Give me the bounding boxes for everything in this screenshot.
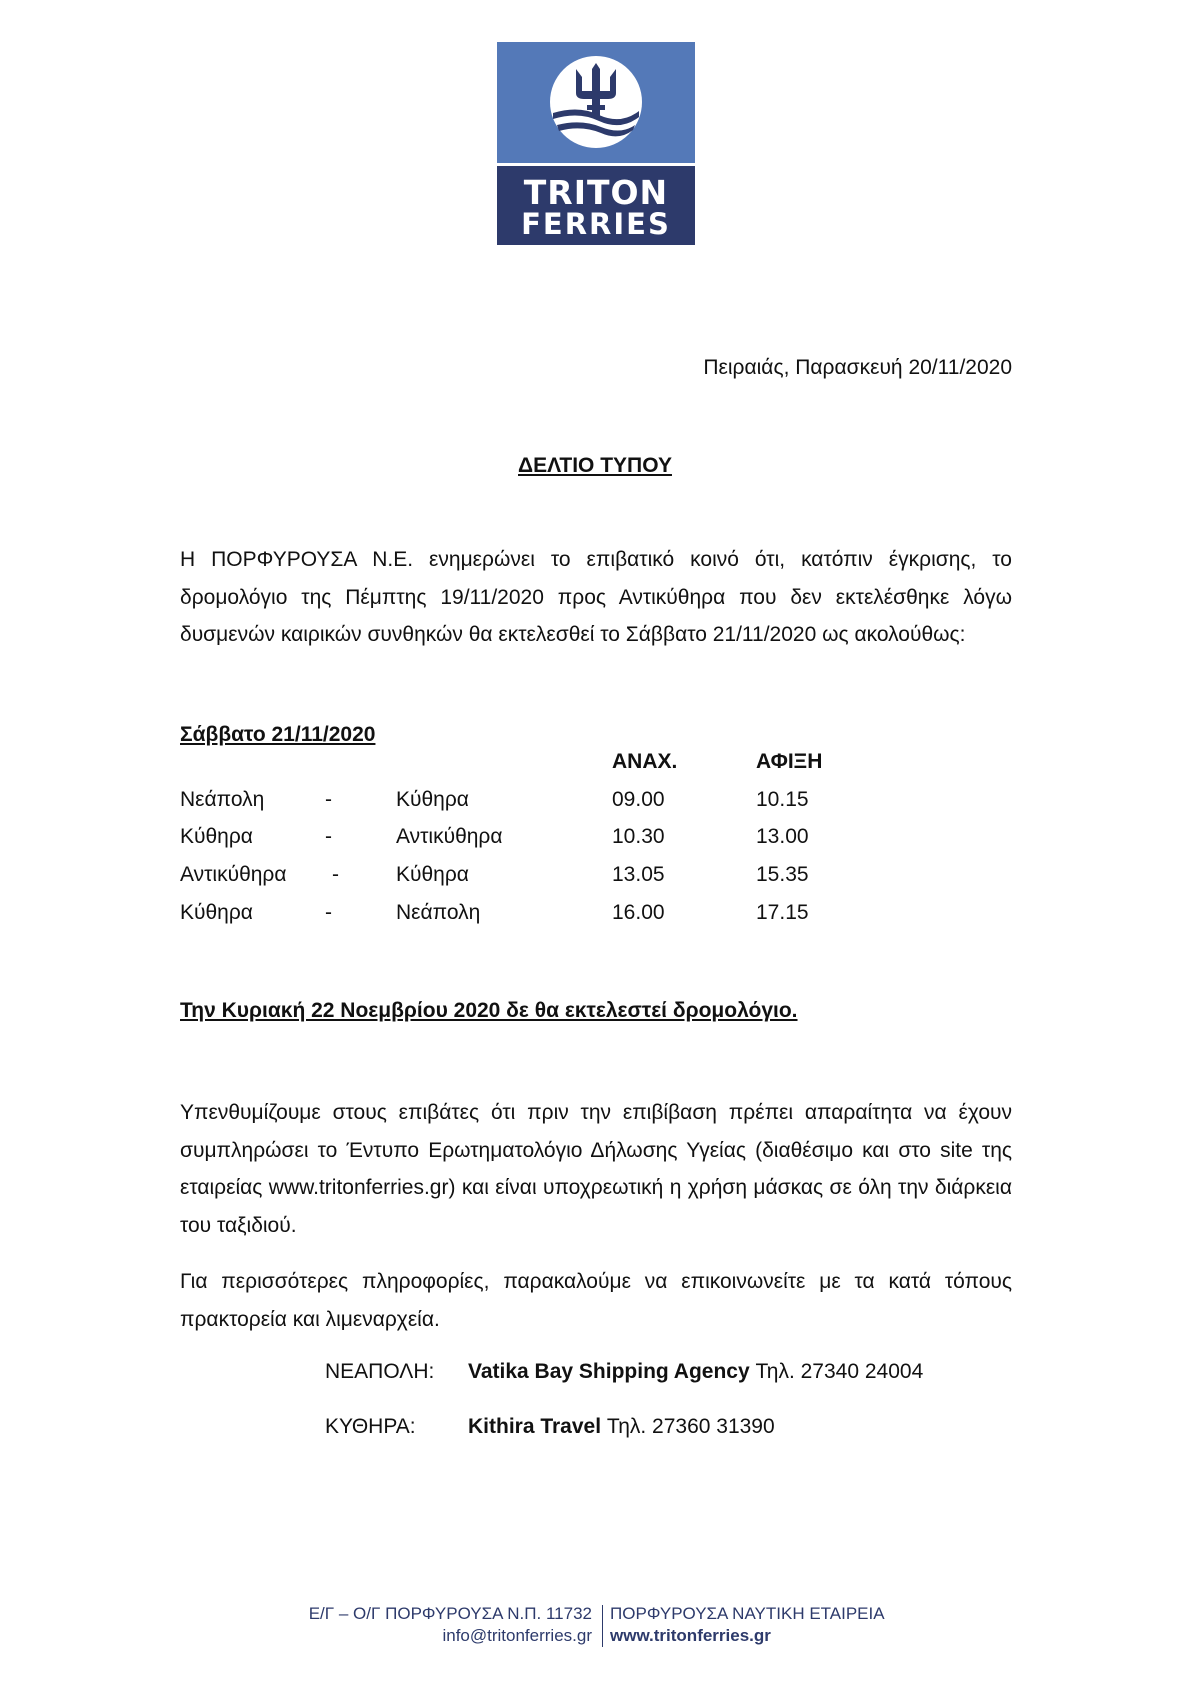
schedule-row xyxy=(0,863,1190,887)
route-to: Νεάπολη xyxy=(396,901,481,924)
logo-wordmark-line2: FERRIES xyxy=(521,207,671,241)
schedule-row xyxy=(0,788,1190,812)
departure-time: 09.00 xyxy=(612,788,665,811)
contact-detail xyxy=(468,1360,923,1384)
route-separator: - xyxy=(325,901,332,924)
place-date: Πειραιάς, Παρασκευή 20/11/2020 xyxy=(703,356,1012,379)
document-title: ΔΕΛΤΙΟ ΤΥΠΟΥ xyxy=(518,454,672,477)
logo-wordmark-line1: TRITON xyxy=(523,173,669,212)
contact-row xyxy=(0,1360,1190,1384)
footer-company-name: ΠΟΡΦΥΡΟΥΣΑ ΝΑΥΤΙΚΗ ΕΤΑΙΡΕΙΑ xyxy=(610,1604,885,1623)
departure-time: 16.00 xyxy=(612,901,665,924)
footer-vessel-registry: Ε/Γ – Ο/Γ ΠΟΡΦΥΡΟΥΣΑ Ν.Π. 11732 xyxy=(308,1604,592,1623)
route-from: Κύθηρα xyxy=(180,825,253,848)
schedule-heading: Σάββατο 21/11/2020 xyxy=(180,723,376,746)
contact-phone: Τηλ. 27360 31390 xyxy=(606,1415,775,1438)
footer-email-link[interactable]: info@tritonferries.gr xyxy=(442,1626,592,1645)
departure-time: 10.30 xyxy=(612,825,665,848)
route-separator: - xyxy=(325,788,332,811)
footer-divider xyxy=(602,1605,603,1647)
route-to: Αντικύθηρα xyxy=(396,825,503,848)
schedule-row xyxy=(0,825,1190,849)
route-separator: - xyxy=(332,863,339,886)
route-from: Κύθηρα xyxy=(180,901,253,924)
route-to: Κύθηρα xyxy=(396,863,469,886)
contact-agency: Kithira Travel xyxy=(468,1415,602,1438)
schedule-row xyxy=(0,901,1190,925)
contact-location: ΝΕΑΠΟΛΗ: xyxy=(325,1360,435,1383)
route-from: Αντικύθηρα xyxy=(180,863,287,886)
route-to: Κύθηρα xyxy=(396,788,469,811)
departure-time: 13.05 xyxy=(612,863,665,886)
contact-detail xyxy=(468,1415,775,1439)
reminder-paragraph: Υπενθυμίζουμε στους επιβάτες ότι πριν την επιβίβαση πρέπει απαραίτητα να έχουν συμπληρώσει το Έντυπο Ερωτηματολόγιο Δήλωσης Υγείας (διαθέσιμο και στο site της εταιρείας www.tritonferries.gr) και είναι υποχρεωτική η χρήση μάσκας σε όλη την διάρκεια του ταξιδιού. xyxy=(180,1101,1012,1237)
arrival-time: 10.15 xyxy=(756,788,809,811)
logo-bottom-panel xyxy=(497,166,695,245)
arrival-time: 15.35 xyxy=(756,863,809,886)
arrival-time: 13.00 xyxy=(756,825,809,848)
arrival-time: 17.15 xyxy=(756,901,809,924)
intro-paragraph: Η ΠΟΡΦΥΡΟΥΣΑ Ν.Ε. ενημερώνει το επιβατικό κοινό ότι, κατόπιν έγκρισης, το δρομολόγιο της Πέμπτης 19/11/2020 προς Αντικύθηρα που δεν εκτελέσθηκε λόγω δυσμενών καιρικών συνθηκών θα εκτελεσθεί το Σάββατο 21/11/2020 ως ακολούθως: xyxy=(180,548,1012,646)
trident-wave-icon xyxy=(549,55,643,149)
info-paragraph: Για περισσότερες πληροφορίες, παρακαλούμε να επικοινωνείτε με τα κατά τόπους πρακτορεία και λιμεναρχεία. xyxy=(180,1270,1012,1331)
triton-ferries-logo xyxy=(497,42,695,245)
column-header-arrival: ΑΦΙΞΗ xyxy=(756,750,823,773)
contact-location: ΚΥΘΗΡΑ: xyxy=(325,1415,416,1438)
route-from: Νεάπολη xyxy=(180,788,265,811)
contact-row xyxy=(0,1415,1190,1439)
sunday-notice: Την Κυριακή 22 Νοεμβρίου 2020 δε θα εκτελεστεί δρομολόγιο. xyxy=(180,999,798,1022)
footer-website-link[interactable]: www.tritonferries.gr xyxy=(610,1626,771,1645)
contact-agency: Vatika Bay Shipping Agency xyxy=(468,1360,750,1383)
column-header-departure: ΑΝΑΧ. xyxy=(612,750,678,773)
contact-phone: Τηλ. 27340 24004 xyxy=(755,1360,924,1383)
logo-top-panel xyxy=(497,42,695,163)
route-separator: - xyxy=(325,825,332,848)
